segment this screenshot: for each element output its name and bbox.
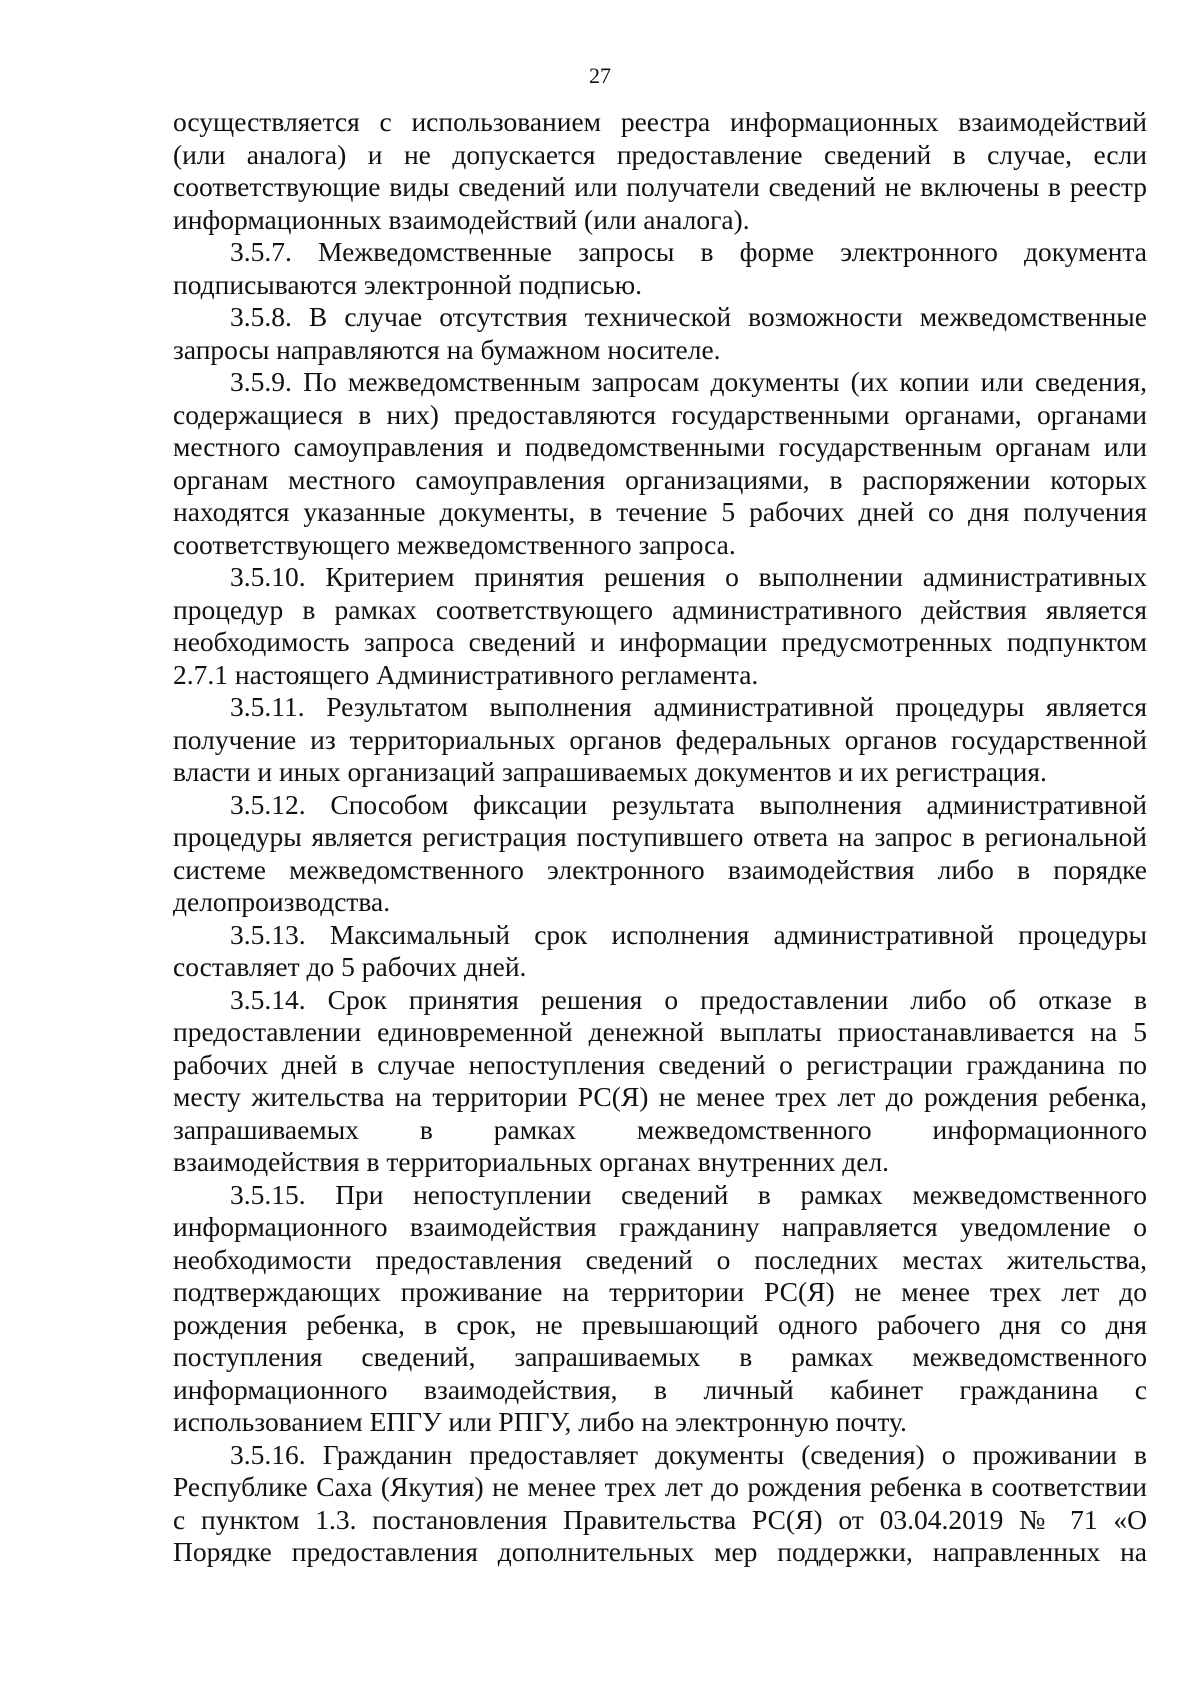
- text-line: процедур в рамках соответствующего административного действия является: [173, 593, 1147, 625]
- text-line: составляет до 5 рабочих дней.: [173, 951, 527, 982]
- text-line: информационного взаимодействия, в личный кабинет гражданина с: [173, 1373, 1147, 1405]
- text-line: процедуры является регистрация поступившего ответа на запрос в региональной: [173, 821, 1147, 852]
- paragraph: [173, 236, 1147, 301]
- paragraph: [173, 1179, 1147, 1439]
- text-line: необходимости предоставления сведений о последних местах жительства,: [173, 1243, 1147, 1275]
- text-line: информационного взаимодействия гражданину направляется уведомление о: [173, 1211, 1147, 1242]
- document-body: [173, 106, 1147, 1569]
- text-line: находятся указанные документы, в течение 5 рабочих дней со дня получения: [173, 496, 1147, 527]
- text-line: (или аналога) и не допускается предоставление сведений в случае, если: [173, 138, 1147, 170]
- paragraph: [173, 561, 1147, 691]
- text-line: 3.5.11. Результатом выполнения административной процедуры является: [230, 691, 1147, 722]
- text-line: 3.5.8. В случае отсутствия технической возможности межведомственные: [230, 301, 1147, 332]
- text-line: делопроизводства.: [173, 886, 391, 917]
- paragraph: [173, 984, 1147, 1179]
- text-line: осуществляется с использованием реестра информационных взаимодействий: [173, 106, 1147, 137]
- text-line: органам местного самоуправления организациями, в распоряжении которых: [173, 463, 1147, 495]
- text-line: 3.5.7. Межведомственные запросы в форме электронного документа: [230, 236, 1147, 267]
- paragraph: [173, 366, 1147, 561]
- text-line: местного самоуправления и подведомственными государственным органам или: [173, 431, 1147, 462]
- text-line: с пунктом 1.3. постановления Правительства РС(Я) от 03.04.2019 № 71 «О: [173, 1503, 1147, 1535]
- text-line: Республике Саха (Якутия) не менее трех лет до рождения ребенка в соответствии: [173, 1471, 1147, 1502]
- text-line: 2.7.1 настоящего Административного регламента.: [173, 658, 759, 690]
- paragraph: [173, 919, 1147, 984]
- text-line: взаимодействия в территориальных органах внутренних дел.: [173, 1146, 890, 1177]
- text-line: использованием ЕПГУ или РПГУ, либо на электронную почту.: [173, 1406, 907, 1437]
- text-line: подписываются электронной подписью.: [173, 268, 643, 300]
- text-line: 3.5.15. При непоступлении сведений в рамках межведомственного: [230, 1178, 1147, 1210]
- paragraph: [173, 789, 1147, 919]
- text-line: необходимость запроса сведений и информации предусмотренных подпунктом: [173, 626, 1147, 657]
- paragraph: [173, 691, 1147, 789]
- text-line: 3.5.13. Максимальный срок исполнения административной процедуры: [230, 918, 1147, 950]
- text-line: Порядке предоставления дополнительных мер поддержки, направленных на: [173, 1536, 1147, 1567]
- text-line: запрашиваемых в рамках межведомственного информационного: [173, 1113, 1147, 1145]
- text-line: подтверждающих проживание на территории РС(Я) не менее трех лет до: [173, 1276, 1147, 1307]
- text-line: власти и иных организаций запрашиваемых документов и их регистрация.: [173, 756, 1047, 787]
- text-line: соответствующие виды сведений или получатели сведений не включены в реестр: [173, 171, 1147, 202]
- paragraph: [173, 1439, 1147, 1569]
- text-line: 3.5.14. Срок принятия решения о предоставлении либо об отказе в: [230, 983, 1147, 1015]
- text-line: поступления сведений, запрашиваемых в рамках межведомственного: [173, 1341, 1147, 1372]
- text-line: рождения ребенка, в срок, не превышающий одного рабочего дня со дня: [173, 1308, 1147, 1340]
- text-line: рабочих дней в случае непоступления сведений о регистрации гражданина по: [173, 1048, 1147, 1080]
- paragraph: [173, 301, 1147, 366]
- text-line: 3.5.9. По межведомственным запросам документы (их копии или сведения,: [230, 366, 1147, 397]
- text-line: 3.5.12. Способом фиксации результата выполнения административной: [230, 788, 1147, 820]
- text-line: 3.5.10. Критерием принятия решения о выполнении административных: [230, 561, 1147, 592]
- text-line: получение из территориальных органов федеральных органов государственной: [173, 723, 1147, 755]
- text-line: информационных взаимодействий (или аналога).: [173, 203, 750, 235]
- paragraph: [173, 106, 1147, 236]
- text-line: 3.5.16. Гражданин предоставляет документы (сведения) о проживании в: [230, 1438, 1147, 1470]
- text-line: системе межведомственного электронного взаимодействия либо в порядке: [173, 853, 1147, 885]
- text-line: содержащиеся в них) предоставляются государственными органами, органами: [173, 398, 1147, 430]
- text-line: предоставлении единовременной денежной выплаты приостанавливается на 5: [173, 1016, 1147, 1047]
- page-number: 27: [589, 63, 611, 88]
- text-line: соответствующего межведомственного запроса.: [173, 528, 736, 560]
- text-line: запросы направляются на бумажном носителе.: [173, 333, 721, 365]
- text-line: месту жительства на территории РС(Я) не менее трех лет до рождения ребенка,: [173, 1081, 1147, 1112]
